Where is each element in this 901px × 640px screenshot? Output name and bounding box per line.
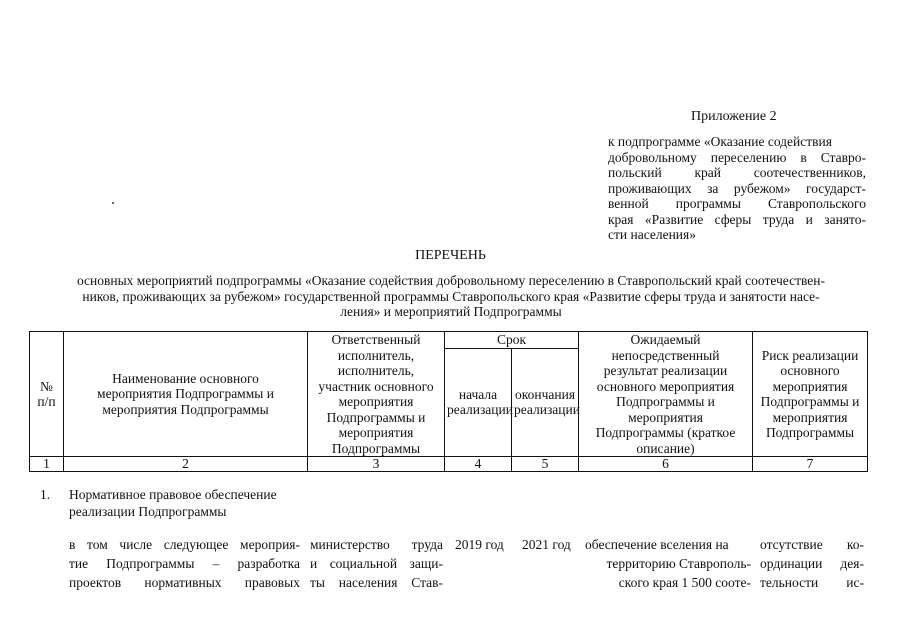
scan-speck bbox=[112, 202, 114, 204]
row-executor-line: и социальной защи- bbox=[310, 556, 443, 571]
appendix-title: Приложение 2 bbox=[691, 109, 777, 124]
column-number: 4 bbox=[445, 457, 512, 472]
appendix-line: сти населения» bbox=[608, 227, 696, 242]
row-risk bbox=[760, 535, 864, 592]
section-number: 1. bbox=[40, 487, 51, 502]
row-name-line: тие Подпрограммы – разработка bbox=[69, 556, 300, 571]
column-number: 7 bbox=[753, 457, 868, 472]
column-number: 6 bbox=[579, 457, 753, 472]
subtitle-line: ления» и мероприятий Подпрограммы bbox=[340, 304, 562, 319]
document-subtitle bbox=[28, 273, 874, 320]
row-end-year: 2021 год bbox=[522, 537, 571, 552]
row-result-line: ского края 1 500 соотe- bbox=[618, 575, 751, 590]
header-number: № п/п bbox=[30, 332, 64, 457]
row-risk-line: тельности ис- bbox=[760, 575, 864, 590]
column-number: 5 bbox=[512, 457, 579, 472]
appendix-line: польский край соотечественников, bbox=[608, 165, 866, 180]
row-executor-line: ты населения Став- bbox=[310, 575, 443, 590]
row-risk-line: отсутствие ко- bbox=[760, 537, 864, 552]
header-executor: Ответственный исполнитель, исполнитель, участник основного мероприятия Подпрограммы и мероприятия Подпрограммы bbox=[308, 332, 445, 457]
row-start-year: 2019 год bbox=[455, 537, 504, 552]
row-executor-line: министерство труда bbox=[310, 537, 443, 552]
section-title bbox=[69, 486, 277, 520]
appendix-line: к подпрограмме «Оказание содействия bbox=[608, 134, 832, 149]
appendix-reference bbox=[608, 134, 866, 243]
section-title-line: Нормативное правовое обеспечение bbox=[69, 487, 277, 502]
header-result: Ожидаемый непосредственный результат реализации основного мероприятия Подпрограммы и мероприятия Подпрограммы (краткое описание) bbox=[579, 332, 753, 457]
row-executor bbox=[310, 535, 443, 592]
column-number: 3 bbox=[308, 457, 445, 472]
header-term: Срок bbox=[445, 332, 579, 349]
row-result-line: обеспечение вселения на bbox=[585, 537, 729, 552]
subtitle-line: ников, проживающих за рубежом» государственной программы Ставропольского края «Развитие сферы труда и занятости насе- bbox=[82, 288, 820, 304]
section-title-line: реализации Подпрограммы bbox=[69, 504, 227, 519]
appendix-line: добровольному переселению в Ставро- bbox=[608, 149, 866, 165]
row-result-line: территорию Ставрополь- bbox=[606, 556, 751, 571]
row-name-line: в том числе следующее мероприя- bbox=[69, 537, 300, 552]
row-result bbox=[585, 535, 751, 592]
activities-table bbox=[29, 331, 868, 472]
header-term-start: начала реализации bbox=[445, 348, 512, 456]
section-heading bbox=[40, 486, 277, 519]
subtitle-line: основных мероприятий подпрограммы «Оказание содействия добровольному переселению в Ставропольский край соотечествен- bbox=[76, 273, 826, 288]
column-number: 2 bbox=[64, 457, 308, 472]
appendix-line: проживающих за рубежом» государст- bbox=[608, 180, 866, 196]
header-risk: Риск реализации основного мероприятия Подпрограммы и мероприятия Подпрограммы bbox=[753, 332, 868, 457]
header-term-end: окончания реализации bbox=[512, 348, 579, 456]
row-name bbox=[69, 535, 300, 592]
header-name: Наименование основного мероприятия Подпрограммы и мероприятия Подпрограммы bbox=[64, 332, 308, 457]
row-risk-line: ординации дея- bbox=[760, 556, 864, 571]
document-title: ПЕРЕЧЕНЬ bbox=[415, 248, 486, 263]
column-number: 1 bbox=[30, 457, 64, 472]
row-name-line: проектов нормативных правовых bbox=[69, 575, 300, 590]
appendix-line: края «Развитие сферы труда и занято- bbox=[608, 211, 866, 227]
appendix-line: венной программы Ставропольского bbox=[608, 196, 866, 211]
